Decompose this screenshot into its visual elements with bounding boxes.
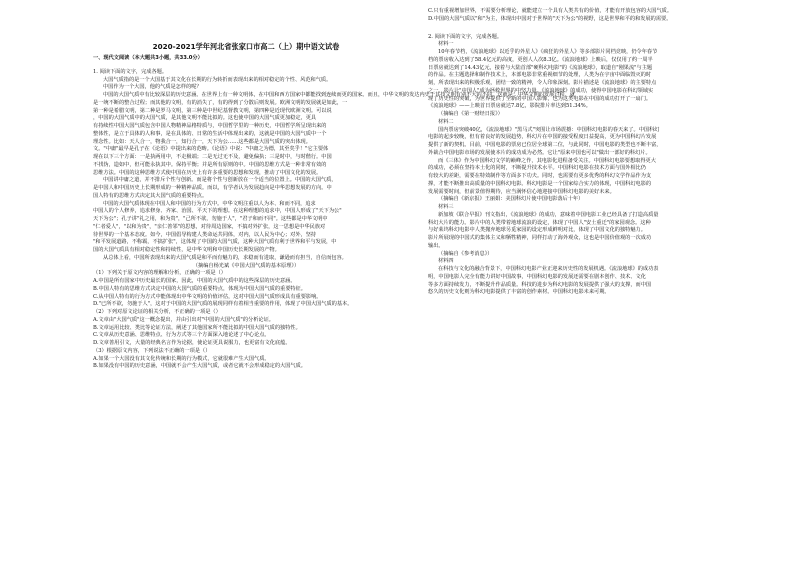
option-a[interactable]: A.中国是所有国家中历史最长的国家，因此，中国的大国气质中的这些深层的历史意涵。 [93,278,296,284]
passage-line: 不找伪，造如中，但可能永执其中。保持平衡；并是所有原则的中。中国的思维方式是一种非常有效的 [93,161,327,168]
passage-question: 中国作为一个大国，他的气质是怎样的呢？ [103,84,202,91]
material-line: 的作品。在主题选择和制作技术上，本部电影非常重视细节的处理，人类为在宇宙中面临毁灭的时 [428,72,652,79]
material-source: （摘编自《新京报》王丽娟：美国科幻片使中国电影落后十年） [438,196,584,203]
material-line: 外裁合中国电影市场的发展使本片的成功成为必然。它让"原来中国也可以"做出一部好的科幻片。 [428,149,651,156]
option-b[interactable]: B.文章运用比较、类比等论证方法，阐述了其他国家所不能比拟的中国大国气质的独特性。 [93,324,301,331]
question-1-2: （2）下列对原文论证的相关分析，不正确的一项是（） [93,309,221,315]
passage-line: 文。"中庸"最早是孔子在《论语》中提出来的范畴。《论语》中说："中庸之为德，其至矣乎！"它主要体 [93,146,329,153]
question-1-1: （1）下列关于原文内容的理解和分析，正确的一项是（） [93,270,226,277]
option-c[interactable]: C.从中国人特有的行为方式中能体现出中华文明的价值评估，这对中国大国气质形成具有重要影响。 [93,293,322,300]
material-line: 在科技与文化的融合背景下，中国科幻电影产业正迎来历史性的发展机遇。《流浪地球》的成功表 [438,266,659,272]
material-line: 刻，所表现出来的积极乐观，团结一致的精神，令人印象深刻。影片描述是《流浪地球》的主要特点 [428,80,657,86]
option-b[interactable]: B.中国人特有的思维方式决定中国的大国气质的重要特点，体现为中国大国气质的重要特征。 [93,285,306,292]
material-3-label: 材料三 [438,204,454,210]
material-line: 输出。 [428,242,444,249]
right-column [428,8,740,297]
passage-line: 整体性，是立于具体的人和事，是在具体的、日常的生活中体现出来的，这就是中国的大国气质中一个 [93,130,327,137]
material-line: 档的票房收入达到了58.4亿元的高度，更创人人次8.3亿。《流浪地球》上映后，仅仅用了约一周半 [428,56,653,63]
question-1-3: （3）根据原文内容，下列说法不正确的一项是（） [93,347,211,354]
passage-line: 理念性。比如：天人合一，物我合一，知行合一，天下为公……这些都是大国气质的突出体现。 [93,138,311,145]
material-line: 等多方面持续发力，不断提升作品质量。科技的进步为科幻电影的发展提供了强大的支撑，而中国 [428,281,652,288]
material-line: 新加坡《联合早报》刊文指出，《流浪地球》的成功，意味着中国电影工业已经具备了打造高质量 [438,211,659,218]
option-c[interactable]: C.文章从历史意涵、思维特点、行为方式等三个方面深入地论述了中心论点。 [93,332,270,339]
option-d[interactable]: D.文章善用引文，大量的经典名言作为论据，使论证更具说服力，也更富有文化底蕴。 [93,340,291,346]
material-line: 有较大的差距，需要在特效制作等方面多下功夫。同时，也需要有更多优秀的科幻文学作品作为支 [428,173,652,179]
material-line: 影片所展现的中国式的集体主义和牺牲精神，同样打动了海外观众，这也是中国价值观的一次成功 [428,235,652,241]
passage-line: 现在以下三个方面：一是执两用中，不走极端；二是无过无不及，避免偏执；三是时中，与时偕行。中国 [93,154,332,160]
passage-line: 待世界的一个基本态度。如今，中国倡导构建人类命运共同体，对内，以人民为中心；对外，坚持 [93,231,317,238]
passage-line: 天下为公"；孔子讲"礼之用，和为贵"，"己所不欲，勿施于人"，"君子和而不同"。这些都是中华文明中 [93,216,328,222]
passage-line: 中国的大国气质体现在中国人和中国的行为方式中。中华文明注重以人为本、和而不同，追求 [103,200,316,207]
material-line: 明，中国电影人完全有能力讲好中国故事，中国科幻电影的发展还需要在剧本创作、技术、文化 [428,273,646,280]
material-line: 《流浪地球》——上映首日票房就达7.8亿，影院排片率达到51.34%。 [428,103,591,110]
passage-line: 国的大国气质具有相对稳定性和持续性，是中华文明和中国历史长期发展的产物。 [93,247,280,253]
exam-title: 2020-2021学年河北省张家口市高二（上）期中语文试卷 [152,42,340,51]
material-line: 电影的起步较晚，但有着良好的发展趋势，科幻片在中国的接受程度日益提高，更为中国科幻片发展 [428,134,657,141]
passage-line: ，中国的大国气质中的大国气质，是其他文明不能比拟的。这也使中国的大国气质更加稳定，更具 [93,115,317,122]
passage-intro: 大国气质指的是一个大国基于其文化在长期的行为转折而表现出来的相对稳定的个性、风范和气质。 [103,76,332,83]
section-heading: 一、现代文阅读（本大题共3小题，共33.0分） [93,55,203,61]
material-line: 现了历史性的突破，为世界提供了全新的中国人影像，也为这类电影在中国的成功打开了一扇门。 [428,95,652,102]
material-line: 科幻大片的能力。影片中的人类带着地球流浪的设定，体现了中国人"安土重迁"的家园观念。这种 [428,219,651,226]
material-line: 发展需要时间，但前景值得期待，应当满怀信心地迎接中国科幻电影的美好未来。 [428,188,615,195]
material-line: 之一。影片让"中国人"成为拯救世界的中坚力量。《流浪地球》的成功，使得中国电影在科幻领域实 [428,87,654,94]
passage-source: （摘编自杨光斌《中国大国气质的基本原理》） [192,262,300,269]
option-a[interactable]: A.如果一个大国没有其文化传统和长期的行为模式，它就很难产生大国气质。 [93,355,270,362]
passage-line: 中国人的个人修养，追求修身、齐家、治国、平天下的理想。在这种理想的追求中，中国人形成了"天下为公" [93,208,342,215]
material-line: 撑，才能不断推出高质量的中国科幻电影。科幻电影是一个国家综合实力的体现，中国科幻电影的 [428,180,652,187]
passage-line: "和平发展道路，不称霸，不搞扩张"，这体现了中国的大国气质，这种大国气质有利于世界和平与发展，中 [93,239,337,246]
passage-line: 思维方法。中国的这种思维方式使中国在历史上有许多重要的思想和发现，推动了中国文化的发展。 [93,169,322,176]
passage-line: 是一统不断的整合过程；而其他的文明，有的消失了，有的得到了分散后则发展。欧洲文明的发展就是如此，一 [93,99,348,106]
material-4-label: 材料四 [438,258,454,265]
passage-paragraph-2 [93,201,399,255]
material-line: 国内票房突破40亿，《流浪地球》"黑马式"突围让市场震撼：中国科幻电影的春天来了。中国科幻 [438,126,660,133]
passage-line: 第一种是希腊文明，第二种是罗马文明，第三种是中世纪基督教文明，第四种是近现代欧洲文明。可以说 [93,107,332,114]
material-source: （摘编自《第一财经日报》） [438,111,503,117]
material-line: 的成功，必须在坚持本土化的同时，不断提升技术水平。中国科幻电影在技术方面与国外相比仍 [428,165,646,172]
passage-line: 有持续性中国大国气质包含中国人物精神品格特质与，中国哲学里的一种历史，中国哲学所呈现出来的 [93,123,327,129]
passage-line: 国人特有的思维方式决定其大国气质的重要特点。 [93,192,208,199]
material-line: 提供了新的契机。目前，中国电影的票房已位居全球第二位，与此同时，中国电影的类型也不断丰富， [428,142,662,148]
material-1-label: 材料一 [438,41,454,48]
material-line: 悠久的历史文化则为科幻电影提供了丰富的创作素材。中国科幻电影未来可期。 [428,289,610,296]
passage-line: 是中国人和中国历史上长期形成的一种精神品质。而以，有学者认为发展趋向是中华思想发展的方向。中 [93,185,332,191]
passage-line: 中国讲中庸之道，并不排斥个性与创新。而是将个性与创新放在一个适当的位置上。中国的大国气质， [103,177,337,184]
option-c[interactable]: C.只有重视增加世界，不需要分析理论，就能建立一个具有人类共有的价值，才能有开放包容的大国气质。 [428,8,673,14]
material-source: （摘编自《参考消息》） [438,250,493,257]
question-2-intro: 2. 阅读下面的文字，完成各题。 [428,33,503,40]
question-1-intro: 1. 阅读下面的文字，完成各题。 [93,68,168,75]
option-b[interactable]: B.如果没有中国的历史意涵，中国就不会产生大国气质，或者它就不会形成稳定的大国气质。 [93,363,306,370]
passage-line: "仁者爱人"，"以和为贵"，"亲仁善邻"的思想，对待周边国家，不搞对外扩张，这一思想是中华民族对 [93,223,326,230]
material-line: 日票房就达到了14.43亿元，接着与大陆首部"硬科幻电影"的《流浪地球》，取道自"刚果流"与主题 [428,64,653,71]
option-a[interactable]: A.文章由"大国气质"这一概念提出，并由引出对"中国的大国气质"的分析论证。 [93,316,274,323]
material-2-label: 材料二 [438,118,454,125]
material-line: 与好莱坞科幻电影中人类抛弃地球另觅家园的设定形成鲜明对比，体现了中国文化的独特魅力。 [428,227,646,234]
option-d[interactable]: D.中国的大国气质以"和"为主，体现出中国对于世界的"天下为公"的视野，这是世界和平的和发展的需要。 [428,15,672,22]
material-line: 10年春节档，《流浪地球》以近乎的外星人》《疯狂的外星人》等多部影片同档竞映，仍令年春节 [438,49,658,55]
material-line: 而《三体》作为中国科幻文学的巅峰之作，其电影化进程备受关注。中国科幻电影要想取得更大 [438,157,656,164]
passage-line: 中国的大国气质中有比较深层的历史意涵。在世界上有一种文明体，在中国和西方国家中都能找到连续而更的国家。而且，中华文明的发达内史于其技文明有别不大的不同。这就是：中华文明的发展过程，就 [103,92,576,98]
option-d[interactable]: D."已所不欲，勿施于人"，这对于中国的大国气质的展现同样有着相当重要的作用，体现了中国大国气质的基本。 [93,301,353,308]
passage-paragraph-3: 从总体上看，中国所表现出来的大国气质是和平而有魅力的，求稳而有进取，谦逊而有担当，自信而包容。 [103,254,347,261]
